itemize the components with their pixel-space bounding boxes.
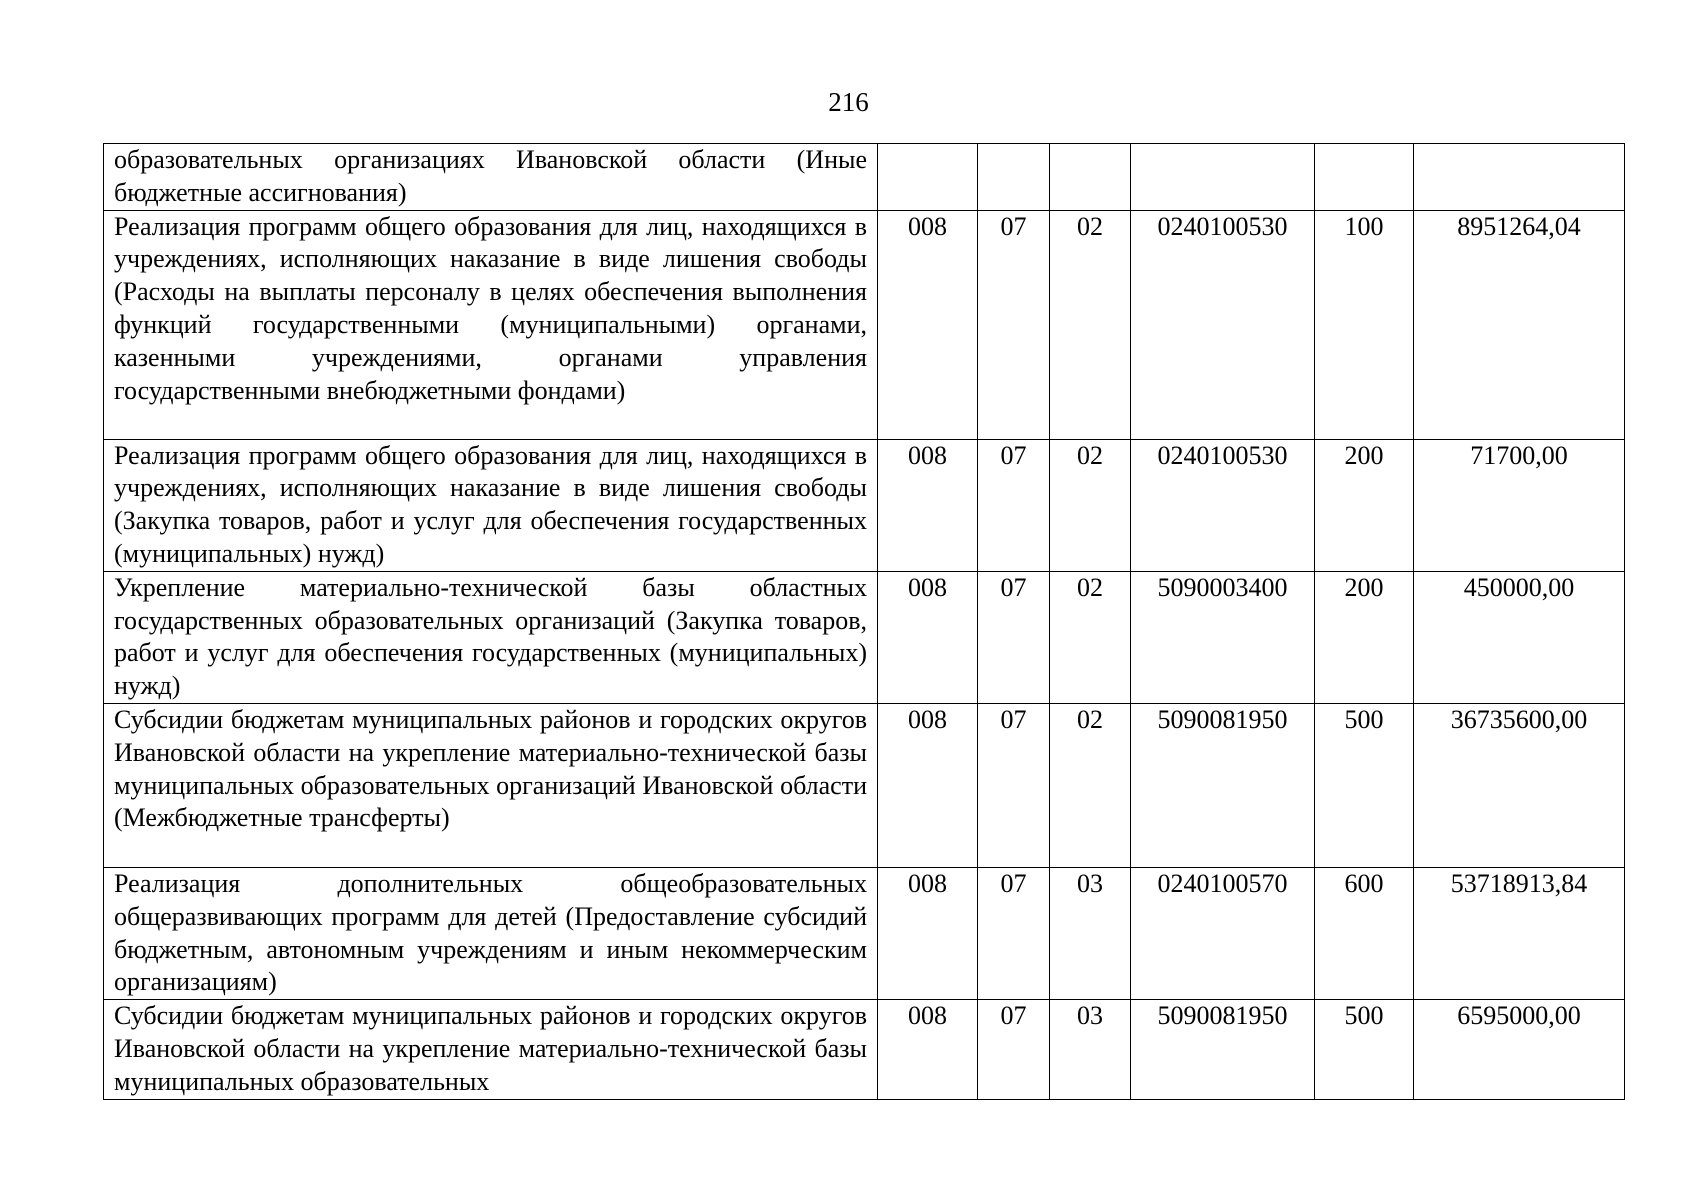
table-row [104, 867, 1625, 999]
amount: 53718913,84 [1414, 867, 1625, 999]
ministry-code: 008 [878, 1000, 978, 1099]
budget-table [103, 143, 1625, 1100]
subsection-code: 02 [1050, 210, 1131, 439]
subsection-code: 02 [1050, 703, 1131, 867]
subsection-code: 03 [1050, 1000, 1131, 1099]
ministry-code: 008 [878, 210, 978, 439]
section-code: 07 [978, 703, 1050, 867]
expense-type-code: 200 [1315, 439, 1414, 571]
table-row [104, 210, 1625, 439]
amount [1414, 144, 1625, 211]
row-description: Субсидии бюджетам муниципальных районов и городских округов Ивановской области на укрепление материально-технической базы муниципальных образовательных [104, 1000, 878, 1099]
row-description: Реализация программ общего образования для лиц, находящихся в учреждениях, исполняющих наказание в виде лишения свободы (Расходы на выплаты персоналу в целях обеспечения выполнения функций государственными (муниципальными) органами, казенными учреждениями, органами управления государственными внебюджетными фондами) [104, 210, 878, 439]
table-row [104, 1000, 1625, 1099]
subsection-code: 02 [1050, 439, 1131, 571]
target-article-code: 0240100530 [1131, 439, 1315, 571]
expense-type-code: 500 [1315, 1000, 1414, 1099]
amount: 36735600,00 [1414, 703, 1625, 867]
expense-type-code [1315, 144, 1414, 211]
ministry-code: 008 [878, 703, 978, 867]
section-code: 07 [978, 210, 1050, 439]
amount: 71700,00 [1414, 439, 1625, 571]
subsection-code: 03 [1050, 867, 1131, 999]
amount: 6595000,00 [1414, 1000, 1625, 1099]
row-description: Реализация программ общего образования для лиц, находящихся в учреждениях, исполняющих наказание в виде лишения свободы (Закупка товаров, работ и услуг для обеспечения государственных (муниципальных) нужд) [104, 439, 878, 571]
subsection-code [1050, 144, 1131, 211]
target-article-code: 5090081950 [1131, 1000, 1315, 1099]
ministry-code: 008 [878, 439, 978, 571]
expense-type-code: 200 [1315, 571, 1414, 703]
expense-type-code: 600 [1315, 867, 1414, 999]
expense-type-code: 500 [1315, 703, 1414, 867]
ministry-code: 008 [878, 867, 978, 999]
target-article-code [1131, 144, 1315, 211]
target-article-code: 5090081950 [1131, 703, 1315, 867]
page-number: 216 [828, 87, 869, 117]
amount: 8951264,04 [1414, 210, 1625, 439]
target-article-code: 0240100570 [1131, 867, 1315, 999]
row-description: образовательных организациях Ивановской области (Иные бюджетные ассигнования) [104, 144, 878, 211]
row-description: Реализация дополнительных общеобразовательных общеразвивающих программ для детей (Предоставление субсидий бюджетным, автономным учреждениям и иным некоммерческим организациям) [104, 867, 878, 999]
ministry-code: 008 [878, 571, 978, 703]
table-row [104, 703, 1625, 867]
row-description: Укрепление материально-технической базы областных государственных образовательных организаций (Закупка товаров, работ и услуг для обеспечения государственных (муниципальных) нужд) [104, 571, 878, 703]
subsection-code: 02 [1050, 571, 1131, 703]
row-description: Субсидии бюджетам муниципальных районов и городских округов Ивановской области на укрепление материально-технической базы муниципальных образовательных организаций Ивановской области (Межбюджетные трансферты) [104, 703, 878, 867]
section-code [978, 144, 1050, 211]
section-code: 07 [978, 439, 1050, 571]
table-row [104, 439, 1625, 571]
section-code: 07 [978, 867, 1050, 999]
section-code: 07 [978, 1000, 1050, 1099]
expense-type-code: 100 [1315, 210, 1414, 439]
ministry-code [878, 144, 978, 211]
amount: 450000,00 [1414, 571, 1625, 703]
table-row [104, 144, 1625, 211]
target-article-code: 5090003400 [1131, 571, 1315, 703]
target-article-code: 0240100530 [1131, 210, 1315, 439]
section-code: 07 [978, 571, 1050, 703]
table-row [104, 571, 1625, 703]
